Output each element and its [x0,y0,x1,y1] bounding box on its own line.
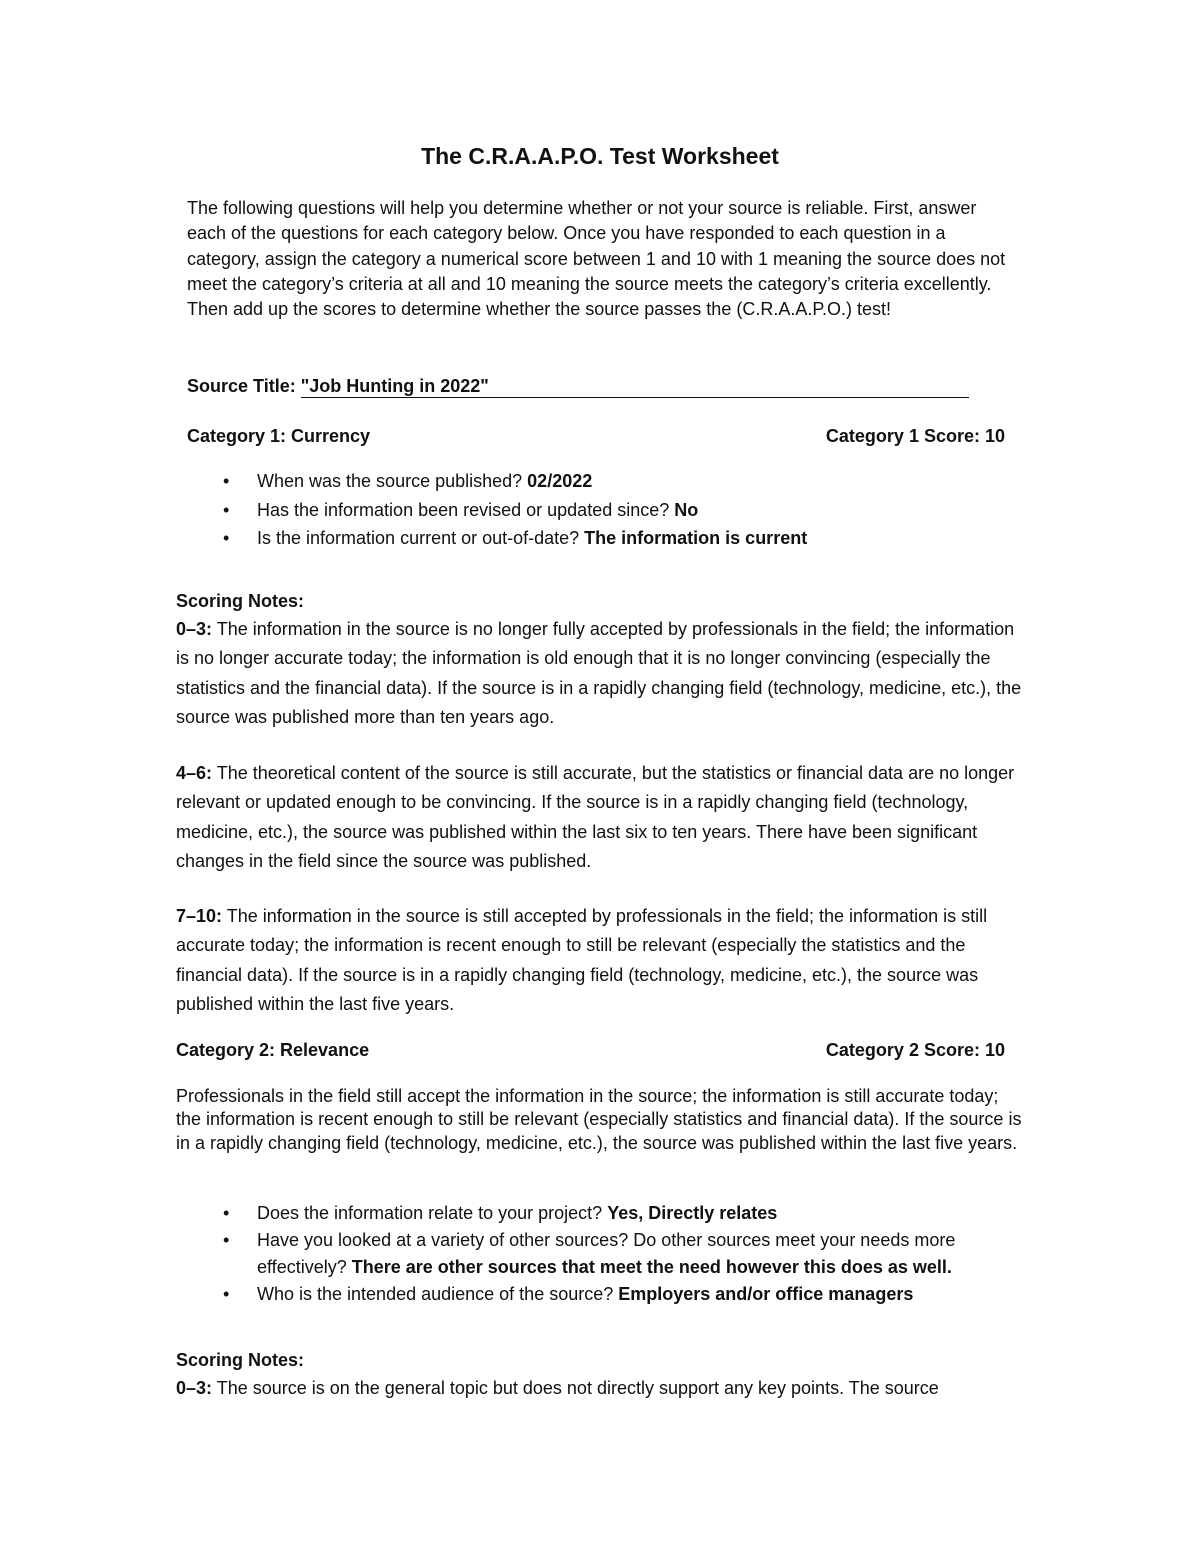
answer-text: There are other sources that meet the need however this does as well. [351,1257,952,1277]
category-2-header [176,1038,1005,1063]
list-item [223,524,1043,553]
list-item [223,467,1043,496]
scoring-notes-heading: Scoring Notes: [176,1350,305,1370]
source-title-label: Source Title: [187,376,301,396]
category-2-description: Professionals in the field still accept the information in the source; the information is still accurate today; the information is recent enough to still be relevant (especially statistics and financial data). If the source is in a rapidly changing field (technology, medicine, etc.), the source was published within the last five years. [176,1086,1022,1153]
question-text: Has the information been revised or updated since? [257,499,675,520]
scoring-notes-heading: Scoring Notes: [176,591,305,611]
category-1-score: Category 1 Score: 10 [825,426,1005,446]
category-1-heading: Category 1: Currency [187,426,371,446]
scoring-note-7-10 [176,902,1026,1019]
list-item [223,496,1043,525]
question-text: Have you looked at a variety of other sources? Do other sources meet your needs more effectively? [257,1230,956,1277]
score-range: 0–3: [176,619,213,639]
list-item [223,1200,1043,1227]
scoring-note-4-6 [176,759,1026,876]
question-text: Does the information relate to your project? [257,1203,608,1223]
note-text: The information in the source is no longer fully accepted by professionals in the field; the information is no longer accurate today; the information is old enough that it is no longer convincing (especially the statistics and the financial data). If the source is in a rapidly changing field (technology, medicine, etc.), the source was published more than ten years ago. [176,619,1022,727]
score-range: 4–6: [176,763,213,783]
source-title-row [187,374,987,399]
page-title: The C.R.A.A.P.O. Test Worksheet [421,143,779,169]
category-2-questions [223,1200,1043,1308]
answer-text: The information is current [584,528,808,548]
answer-text: Employers and/or office managers [618,1284,914,1304]
list-item [223,1227,1043,1281]
category-1-header [187,424,1005,449]
answer-text: Yes, Directly relates [607,1203,778,1223]
question-text: Who is the intended audience of the source? [257,1284,619,1304]
note-text: The theoretical content of the source is still accurate, but the statistics or financial data are no longer relevant or updated enough to be convincing. If the source is in a rapidly changing field (technology, medicine, etc.), the source was published within the last six to ten years. There have been significant changes in the field since the source was published. [176,763,1015,871]
score-range: 0–3: [176,1378,213,1398]
category-1-questions [223,467,1043,553]
note-text: The source is on the general topic but does not directly support any key points. The source [212,1378,939,1398]
scoring-note-0-3 [176,615,1026,732]
intro-paragraph: The following questions will help you determine whether or not your source is reliable. First, answer each of the questions for each category below. Once you have responded to each question in a category, assign the category a numerical score between 1 and 10 with 1 meaning the source does not meet the category’s criteria at all and 10 meaning the source meets the category’s criteria excellently. Then add up the scores to determine whether the source passes the (C.R.A.A.P.O.) test! [187,198,1006,320]
answer-text: No [674,499,699,520]
source-title-value: "Job Hunting in 2022" [301,376,969,398]
score-range: 7–10: [176,906,223,926]
question-text: Is the information current or out-of-date? [257,528,585,548]
question-text: When was the source published? [257,471,528,491]
list-item [223,1281,1043,1308]
scoring-note-0-3 [176,1374,1026,1403]
answer-text: 02/2022 [527,471,593,491]
category-2-score: Category 2 Score: 10 [825,1040,1005,1060]
category-2-heading: Category 2: Relevance [176,1040,370,1060]
note-text: The information in the source is still accepted by professionals in the field; the information is still accurate today; the information is recent enough to still be relevant (especially the statistics and the financial data). If the source is in a rapidly changing field (technology, medicine, etc.), the source was published within the last five years. [176,906,988,1014]
